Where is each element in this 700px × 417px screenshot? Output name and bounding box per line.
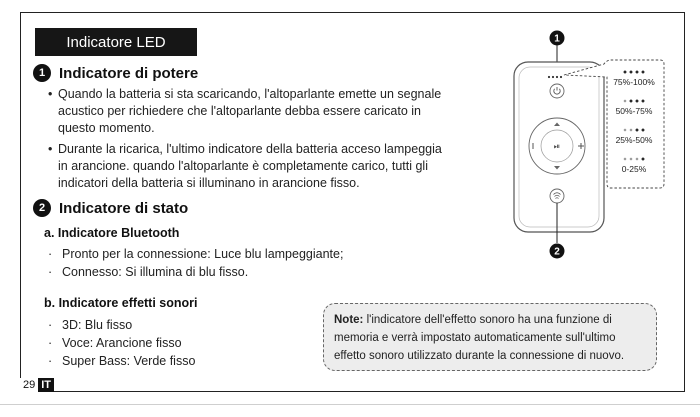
bluetooth-item-text: Connesso: Si illumina di blu fisso. bbox=[62, 265, 249, 279]
callout-1-number: 1 bbox=[554, 33, 560, 45]
battery-legend-dot bbox=[636, 71, 639, 74]
battery-legend-dot bbox=[624, 158, 626, 160]
sound-item bbox=[48, 335, 182, 352]
battery-legend-label: 0-25% bbox=[621, 164, 647, 174]
battery-legend-dot bbox=[624, 100, 626, 102]
page-number bbox=[20, 378, 54, 392]
bullet-line: Durante la ricarica, l'ultimo indicatore della batteria acceso lampeggia bbox=[58, 142, 442, 156]
list-dot: · bbox=[48, 336, 53, 350]
section-1-number: 1 bbox=[33, 64, 51, 82]
sound-effect-button[interactable] bbox=[550, 189, 564, 203]
page-title: Indicatore LED bbox=[35, 28, 197, 56]
battery-legend-dot bbox=[630, 129, 632, 131]
battery-led bbox=[556, 76, 558, 78]
bullet-dot: • bbox=[48, 142, 53, 156]
bluetooth-item bbox=[48, 264, 248, 281]
bullet-line: acustico per richiedere che l'altoparlante debba essere caricato in bbox=[58, 104, 422, 118]
battery-legend-dot bbox=[636, 129, 639, 132]
power-button[interactable] bbox=[550, 84, 564, 98]
battery-legend-dot bbox=[630, 100, 633, 103]
battery-legend-dot bbox=[624, 71, 627, 74]
play-pause-icon: ⏯ bbox=[553, 142, 561, 151]
battery-legend-dot bbox=[630, 71, 633, 74]
battery-legend-dot bbox=[642, 129, 645, 132]
battery-legend-dot bbox=[636, 100, 639, 103]
section-1-heading bbox=[33, 64, 198, 82]
battery-legend-label: 50%-75% bbox=[615, 106, 653, 116]
section-2-title: Indicatore di stato bbox=[59, 199, 189, 217]
bullet-line: questo momento. bbox=[58, 121, 155, 135]
bullet-line: in arancione. quando l'altoparlante è completamente carico, tutti gli bbox=[58, 159, 428, 173]
bullet-line: Quando la batteria si sta scaricando, l'altoparlante emette un segnale bbox=[58, 87, 442, 101]
section-1-bullet-2 bbox=[48, 141, 442, 192]
bullet-line: indicatori della batteria si illuminano in arancione fisso. bbox=[58, 176, 360, 190]
battery-legend-dot bbox=[642, 158, 645, 161]
battery-legend-dot bbox=[636, 158, 638, 160]
battery-legend-label: 75%-100% bbox=[613, 77, 655, 87]
section-1-bullet-1 bbox=[48, 86, 441, 137]
sound-item-text: Super Bass: Verde fisso bbox=[62, 354, 196, 368]
note-box bbox=[323, 303, 657, 371]
bluetooth-heading: a. Indicatore Bluetooth bbox=[44, 226, 180, 240]
battery-legend-dot bbox=[642, 100, 645, 103]
note-line: l'indicatore dell'effetto sonoro ha una funzione di bbox=[363, 314, 612, 326]
list-dot: · bbox=[48, 354, 53, 368]
sound-item-text: Voce: Arancione fisso bbox=[62, 336, 182, 350]
bluetooth-item-text: Pronto per la connessione: Luce blu lampeggiante; bbox=[62, 247, 344, 261]
speaker-illustration bbox=[500, 25, 690, 265]
battery-led bbox=[548, 76, 550, 78]
battery-legend-dot bbox=[642, 71, 645, 74]
callout-2-number: 2 bbox=[554, 246, 560, 258]
note-line: memoria e verrà impostato automaticamente sull'ultimo bbox=[334, 332, 616, 344]
note-line: effetto sonoro utilizzato durante la connessione di nuovo. bbox=[334, 350, 625, 362]
battery-legend-label: 25%-50% bbox=[615, 135, 653, 145]
battery-led bbox=[560, 76, 562, 78]
sound-item bbox=[48, 353, 195, 370]
list-dot: · bbox=[48, 318, 53, 332]
sound-item-text: 3D: Blu fisso bbox=[62, 318, 133, 332]
page-number-value: 29 bbox=[20, 378, 38, 392]
section-1-title: Indicatore di potere bbox=[59, 64, 199, 82]
list-dot: · bbox=[48, 247, 53, 261]
language-tag: IT bbox=[38, 378, 54, 392]
sound-effects-heading: b. Indicatore effetti sonori bbox=[44, 296, 198, 310]
note-label: Note: bbox=[334, 314, 364, 326]
bluetooth-item bbox=[48, 246, 343, 263]
bottom-rule bbox=[0, 404, 700, 405]
battery-legend-dot bbox=[630, 158, 632, 160]
battery-legend-dot bbox=[624, 129, 626, 131]
sound-item bbox=[48, 317, 132, 334]
section-2-number: 2 bbox=[33, 199, 51, 217]
battery-led bbox=[552, 76, 554, 78]
list-dot: · bbox=[48, 265, 53, 279]
section-2-heading bbox=[33, 199, 188, 217]
bullet-dot: • bbox=[48, 87, 53, 101]
